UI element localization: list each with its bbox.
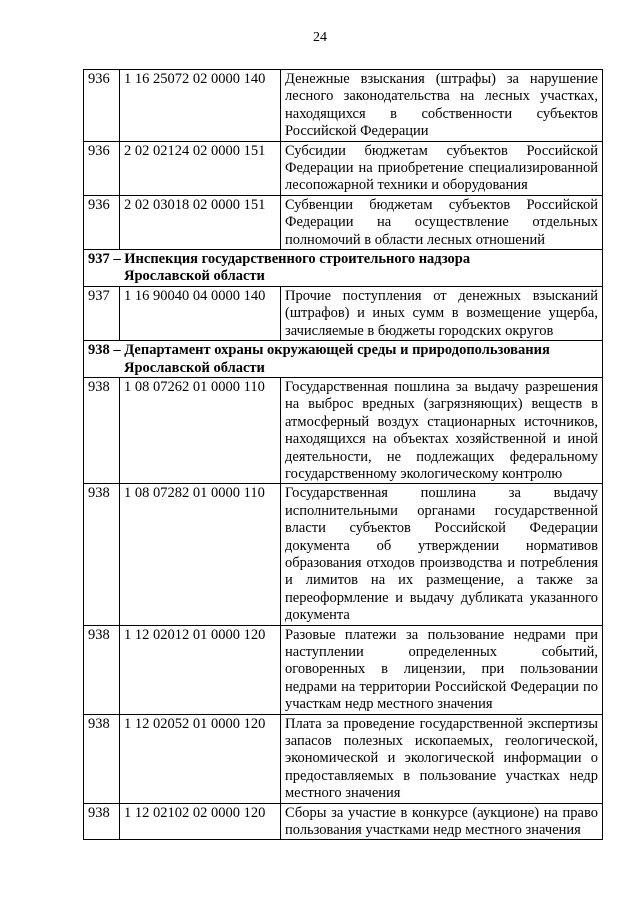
description-cell: Субвенции бюджетам субъектов Российской Федерации на осуществление отдельных полномочий в области лесных отношений: [281, 195, 603, 249]
section-header-row: [84, 341, 603, 378]
admin-code-cell: 938: [84, 625, 120, 714]
section-header-row: [84, 250, 603, 287]
budget-code-cell: 1 12 02102 02 0000 120: [120, 803, 281, 840]
admin-code-cell: 938: [84, 484, 120, 625]
budget-code-cell: 1 08 07282 01 0000 110: [120, 484, 281, 625]
table-row: [84, 625, 603, 714]
description-cell: Субсидии бюджетам субъектов Российской Федерации на приобретение специализированной лесопожарной техники и оборудования: [281, 141, 603, 195]
description-cell: Денежные взыскания (штрафы) за нарушение лесного законодательства на лесных участках, находящихся в собственности субъектов Российской Федерации: [281, 70, 603, 142]
table-row: [84, 286, 603, 340]
section-header-cell: [84, 250, 603, 287]
table-row: [84, 484, 603, 625]
description-cell: Сборы за участие в конкурсе (аукционе) на право пользования участками недр местного значения: [281, 803, 603, 840]
table-row: [84, 70, 603, 142]
table-row: [84, 377, 603, 483]
budget-code-cell: 2 02 02124 02 0000 151: [120, 141, 281, 195]
section-title: 938 – Департамент охраны окружающей среды и природопользования: [88, 342, 550, 359]
admin-code-cell: 938: [84, 803, 120, 840]
description-cell: Государственная пошлина за выдачу разрешения на выброс вредных (загрязняющих) веществ в атмосферный воздух стационарных источников, находящихся на объектах хозяйственной и иной деятельности, не подлежащих федеральному государственному экологическому контролю: [281, 377, 603, 483]
section-header-cell: [84, 341, 603, 378]
table-row: [84, 141, 603, 195]
section-title: 937 – Инспекция государственного строительного надзора: [88, 251, 471, 268]
revenue-codes-table: [83, 69, 603, 840]
description-cell: Разовые платежи за пользование недрами при наступлении определенных событий, оговоренных в лицензии, при пользовании недрами на территории Российской Федерации по участкам недр местного значения: [281, 625, 603, 714]
admin-code-cell: 938: [84, 714, 120, 803]
admin-code-cell: 938: [84, 377, 120, 483]
section-title-continued: Ярославской области: [124, 359, 265, 376]
table-row: [84, 195, 603, 249]
admin-code-cell: 936: [84, 195, 120, 249]
budget-code-cell: 1 12 02012 01 0000 120: [120, 625, 281, 714]
budget-code-cell: 1 16 90040 04 0000 140: [120, 286, 281, 340]
admin-code-cell: 936: [84, 141, 120, 195]
description-cell: Плата за проведение государственной экспертизы запасов полезных ископаемых, геологической, экономической и экологической информации о предоставляемых в пользование участках недр местного значения: [281, 714, 603, 803]
description-cell: Прочие поступления от денежных взысканий (штрафов) и иных сумм в возмещение ущерба, зачисляемые в бюджеты городских округов: [281, 286, 603, 340]
section-title-continued: Ярославской области: [124, 268, 265, 285]
budget-code-cell: 1 08 07262 01 0000 110: [120, 377, 281, 483]
admin-code-cell: 936: [84, 70, 120, 142]
budget-code-cell: 1 16 25072 02 0000 140: [120, 70, 281, 142]
admin-code-cell: 937: [84, 286, 120, 340]
page-number: 24: [313, 30, 327, 45]
table-row: [84, 803, 603, 840]
budget-code-cell: 1 12 02052 01 0000 120: [120, 714, 281, 803]
table-row: [84, 714, 603, 803]
description-cell: Государственная пошлина за выдачу исполнительными органами государственной власти субъектов Российской Федерации документа об утверждении нормативов образования отходов производства и потребления и лимитов на их размещение, а также за переоформление и выдачу дубликата указанного документа: [281, 484, 603, 625]
budget-code-cell: 2 02 03018 02 0000 151: [120, 195, 281, 249]
